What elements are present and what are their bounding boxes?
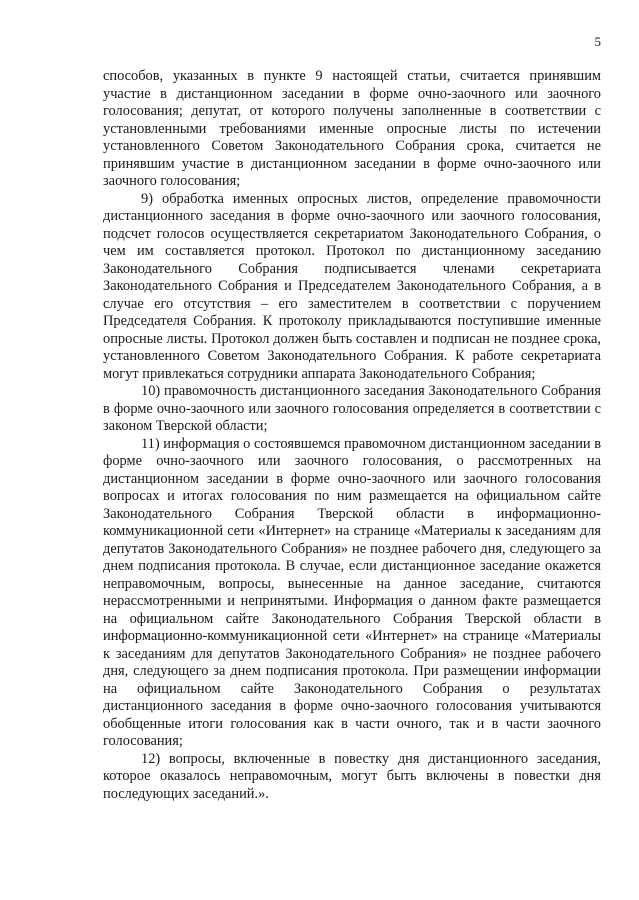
paragraph-item-10: 10) правомочность дистанционного заседания Законодательного Собрания в форме очно-заочного или заочного голосования определяется в соответствии с законом Тверской области; <box>103 383 601 434</box>
paragraph-item-12: 12) вопросы, включенные в повестку дня дистанционного заседания, которое оказалось неправомочным, могут быть включены в повестки дня последующих заседаний.». <box>103 750 601 802</box>
document-body <box>103 68 601 803</box>
paragraph-item-11: 11) информация о состоявшемся правомочном дистанционном заседании в форме очно-заочного или заочного голосования, о рассмотренных на дистанционном заседании в форме очно-заочного или заочного голосования вопросах и итогах голосования по ним размещается на официальном сайте Законодательного Собрания Тверской области в информационно-коммуникационной сети «Интернет» на странице «Материалы к заседаниям для депутатов Законодательного Собрания» не позднее рабочего дня, следующего за днем подписания протокола. В случае, если дистанционное заседание окажется неправомочным, вопросы, вынесенные на данное заседание, считаются нерассмотренными и непринятыми. Информация о данном факте размещается на официальном сайте Законодательного Собрания Тверской области в информационно-коммуникационной сети «Интернет» на странице «Материалы к заседаниям для депутатов Законодательного Собрания» не позднее рабочего дня, следующего за днем подписания протокола. При размещении информации на официальном сайте Законодательного Собрания о результатах дистанционного заседания в форме очно-заочного голосования учитываются обобщенные итоги голосования как в части очного, так и в части заочного голосования; <box>103 435 601 749</box>
paragraph-continuation: способов, указанных в пункте 9 настоящей статьи, считается принявшим участие в дистанционном заседании в форме очно-заочного или заочного голосования; депутат, от которого получены заполненные в соответствии с установленными требованиями именные опросные листы по истечении установленного Советом Законодательного Собрания срока, считается не принявшим участие в дистанционном заседании в форме очно-заочного или заочного голосования; <box>103 68 601 189</box>
page-number: 5 <box>594 34 601 49</box>
paragraph-item-9: 9) обработка именных опросных листов, определение правомочности дистанционного заседания в форме очно-заочного или заочного голосования, подсчет голосов осуществляется секретариатом Законодательного Собрания, о чем им составляется протокол. Протокол по дистанционному заседанию Законодательного Собрания подписывается членами секретариата Законодательного Собрания и Председателем Законодательного Собрания, а в случае его отсутствия – его заместителем в соответствии с поручением Председателя Собрания. К протоколу прикладываются поступившие именные опросные листы. Протокол должен быть составлен и подписан не позднее срока, установленного Советом Законодательного Собрания. К работе секретариата могут привлекаться сотрудники аппарата Законодательного Собрания; <box>103 190 601 382</box>
